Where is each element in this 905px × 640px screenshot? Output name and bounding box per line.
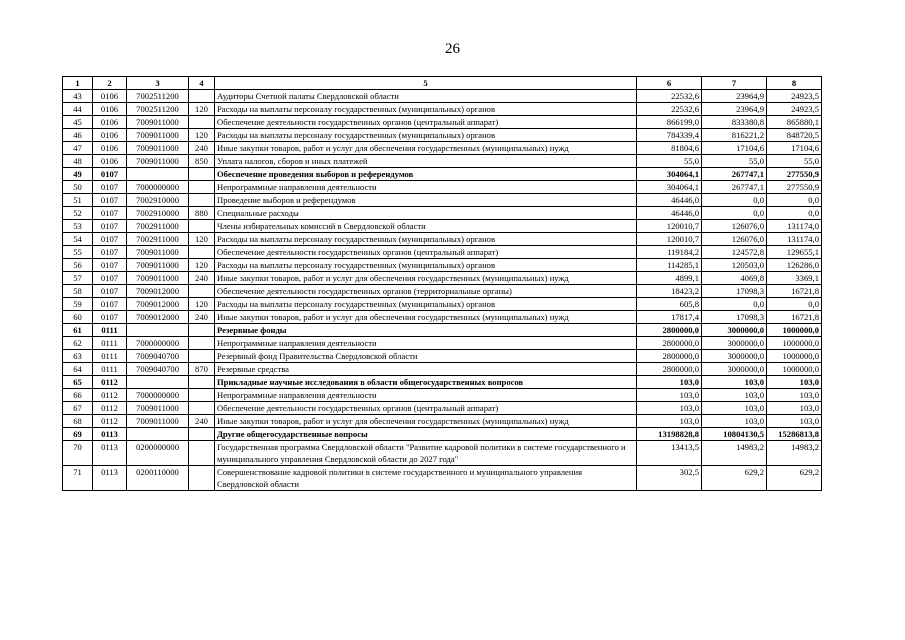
item-name: Проведение выборов и референдумов <box>215 194 637 207</box>
table-row <box>63 428 822 441</box>
section-code: 0107 <box>93 259 127 272</box>
target-code: 7009011000 <box>127 129 189 142</box>
table-row <box>63 466 822 491</box>
row-number: 64 <box>63 363 93 376</box>
row-number: 69 <box>63 428 93 441</box>
target-code <box>127 428 189 441</box>
row-number: 44 <box>63 103 93 116</box>
page-number: 26 <box>445 41 460 57</box>
target-code: 7009011000 <box>127 402 189 415</box>
row-number: 43 <box>63 90 93 103</box>
amount-col8: 848720,5 <box>767 129 822 142</box>
amount-col7: 0,0 <box>702 194 767 207</box>
row-number: 70 <box>63 441 93 466</box>
item-name: Обеспечение деятельности государственных органов (территориальные органы) <box>215 285 637 298</box>
table-row <box>63 441 822 466</box>
item-name: Члены избирательных комиссий в Свердловской области <box>215 220 637 233</box>
table-row <box>63 129 822 142</box>
amount-col7: 103,0 <box>702 402 767 415</box>
amount-col7: 833380,8 <box>702 116 767 129</box>
amount-col8: 1000000,0 <box>767 350 822 363</box>
section-code: 0112 <box>93 389 127 402</box>
amount-col8: 129655,1 <box>767 246 822 259</box>
item-name: Обеспечение деятельности государственных органов (центральный аппарат) <box>215 402 637 415</box>
item-name: Резервные средства <box>215 363 637 376</box>
row-number: 48 <box>63 155 93 168</box>
amount-col6: 114285,1 <box>637 259 702 272</box>
row-number: 47 <box>63 142 93 155</box>
row-number: 59 <box>63 298 93 311</box>
section-code: 0111 <box>93 363 127 376</box>
amount-col8: 865880,1 <box>767 116 822 129</box>
column-header: 4 <box>189 77 215 90</box>
target-code <box>127 168 189 181</box>
column-header: 2 <box>93 77 127 90</box>
target-code: 7002910000 <box>127 207 189 220</box>
item-name: Резервные фонды <box>215 324 637 337</box>
amount-col6: 2800000,0 <box>637 337 702 350</box>
table-row <box>63 103 822 116</box>
expense-type <box>189 116 215 129</box>
table-row <box>63 272 822 285</box>
column-header: 7 <box>702 77 767 90</box>
expense-type: 240 <box>189 272 215 285</box>
table-row <box>63 168 822 181</box>
item-name: Аудиторы Счетной палаты Свердловской области <box>215 90 637 103</box>
expense-type <box>189 389 215 402</box>
item-name: Прикладные научные исследования в области общегосударственных вопросов <box>215 376 637 389</box>
amount-col7: 10804130,5 <box>702 428 767 441</box>
column-header: 5 <box>215 77 637 90</box>
amount-col7: 0,0 <box>702 207 767 220</box>
row-number: 46 <box>63 129 93 142</box>
amount-col6: 2800000,0 <box>637 363 702 376</box>
amount-col6: 18423,2 <box>637 285 702 298</box>
table-body <box>63 90 822 491</box>
target-code: 7009011000 <box>127 142 189 155</box>
amount-col8: 55,0 <box>767 155 822 168</box>
section-code: 0107 <box>93 285 127 298</box>
amount-col7: 0,0 <box>702 298 767 311</box>
item-name: Расходы на выплаты персоналу государственных (муниципальных) органов <box>215 103 637 116</box>
item-name: Непрограммные направления деятельности <box>215 389 637 402</box>
amount-col6: 2800000,0 <box>637 324 702 337</box>
target-code: 7009011000 <box>127 415 189 428</box>
amount-col8: 131174,0 <box>767 233 822 246</box>
amount-col6: 119184,2 <box>637 246 702 259</box>
amount-col6: 17817,4 <box>637 311 702 324</box>
table-row <box>63 350 822 363</box>
table-row <box>63 207 822 220</box>
amount-col6: 81804,6 <box>637 142 702 155</box>
amount-col8: 17104,6 <box>767 142 822 155</box>
row-number: 65 <box>63 376 93 389</box>
expense-type <box>189 376 215 389</box>
expense-type <box>189 246 215 259</box>
row-number: 67 <box>63 402 93 415</box>
amount-col6: 120010,7 <box>637 220 702 233</box>
amount-col7: 3000000,0 <box>702 350 767 363</box>
amount-col7: 126076,0 <box>702 220 767 233</box>
expense-type <box>189 90 215 103</box>
row-number: 71 <box>63 466 93 491</box>
target-code: 7002911000 <box>127 233 189 246</box>
item-name: Непрограммные направления деятельности <box>215 181 637 194</box>
amount-col7: 17098,3 <box>702 311 767 324</box>
amount-col6: 13413,5 <box>637 441 702 466</box>
amount-col8: 16721,8 <box>767 285 822 298</box>
item-name: Иные закупки товаров, работ и услуг для обеспечения государственных (муниципальных) нужд <box>215 415 637 428</box>
item-name: Государственная программа Свердловской области "Развитие кадровой политики в системе государственного и муниципального управления Свердловской области до 2027 года" <box>215 441 637 466</box>
table-row <box>63 376 822 389</box>
table-row <box>63 337 822 350</box>
expense-type: 120 <box>189 129 215 142</box>
item-name: Другие общегосударственные вопросы <box>215 428 637 441</box>
expense-type <box>189 428 215 441</box>
section-code: 0107 <box>93 220 127 233</box>
item-name: Иные закупки товаров, работ и услуг для обеспечения государственных (муниципальных) нужд <box>215 311 637 324</box>
expense-type: 120 <box>189 298 215 311</box>
amount-col6: 55,0 <box>637 155 702 168</box>
table-row <box>63 116 822 129</box>
table-row <box>63 415 822 428</box>
expense-type <box>189 285 215 298</box>
amount-col7: 126076,0 <box>702 233 767 246</box>
amount-col8: 24923,5 <box>767 90 822 103</box>
amount-col8: 14983,2 <box>767 441 822 466</box>
row-number: 49 <box>63 168 93 181</box>
expense-type: 850 <box>189 155 215 168</box>
expense-type <box>189 337 215 350</box>
amount-col6: 120010,7 <box>637 233 702 246</box>
section-code: 0111 <box>93 350 127 363</box>
amount-col6: 304064,1 <box>637 181 702 194</box>
amount-col7: 267747,1 <box>702 181 767 194</box>
amount-col7: 23964,9 <box>702 90 767 103</box>
section-code: 0106 <box>93 90 127 103</box>
amount-col7: 55,0 <box>702 155 767 168</box>
row-number: 60 <box>63 311 93 324</box>
section-code: 0106 <box>93 155 127 168</box>
amount-col6: 302,5 <box>637 466 702 491</box>
amount-col7: 124572,8 <box>702 246 767 259</box>
item-name: Специальные расходы <box>215 207 637 220</box>
row-number: 54 <box>63 233 93 246</box>
item-name: Обеспечение деятельности государственных органов (центральный аппарат) <box>215 116 637 129</box>
amount-col7: 3000000,0 <box>702 324 767 337</box>
target-code: 7009012000 <box>127 298 189 311</box>
row-number: 50 <box>63 181 93 194</box>
amount-col6: 4899,1 <box>637 272 702 285</box>
table-row <box>63 363 822 376</box>
amount-col6: 2800000,0 <box>637 350 702 363</box>
table-row <box>63 311 822 324</box>
amount-col8: 277550,9 <box>767 181 822 194</box>
amount-col8: 126286,0 <box>767 259 822 272</box>
target-code: 7009040700 <box>127 363 189 376</box>
table-row <box>63 298 822 311</box>
table-row <box>63 233 822 246</box>
section-code: 0112 <box>93 415 127 428</box>
section-code: 0107 <box>93 168 127 181</box>
amount-col6: 304064,1 <box>637 168 702 181</box>
amount-col8: 24923,5 <box>767 103 822 116</box>
amount-col6: 13198828,8 <box>637 428 702 441</box>
section-code: 0112 <box>93 402 127 415</box>
row-number: 51 <box>63 194 93 207</box>
target-code: 7002910000 <box>127 194 189 207</box>
amount-col6: 605,8 <box>637 298 702 311</box>
section-code: 0107 <box>93 272 127 285</box>
row-number: 57 <box>63 272 93 285</box>
item-name: Расходы на выплаты персоналу государственных (муниципальных) органов <box>215 233 637 246</box>
amount-col7: 629,2 <box>702 466 767 491</box>
amount-col8: 277550,9 <box>767 168 822 181</box>
section-code: 0107 <box>93 298 127 311</box>
target-code: 0200000000 <box>127 441 189 466</box>
amount-col7: 17104,6 <box>702 142 767 155</box>
expense-type <box>189 350 215 363</box>
target-code: 7009012000 <box>127 311 189 324</box>
table-row <box>63 142 822 155</box>
target-code: 7009040700 <box>127 350 189 363</box>
expense-type: 240 <box>189 311 215 324</box>
amount-col7: 17098,3 <box>702 285 767 298</box>
amount-col7: 816221,2 <box>702 129 767 142</box>
item-name: Расходы на выплаты персоналу государственных (муниципальных) органов <box>215 259 637 272</box>
row-number: 66 <box>63 389 93 402</box>
table-row <box>63 90 822 103</box>
expense-type <box>189 194 215 207</box>
amount-col8: 0,0 <box>767 207 822 220</box>
amount-col8: 15286813,8 <box>767 428 822 441</box>
row-number: 45 <box>63 116 93 129</box>
section-code: 0106 <box>93 142 127 155</box>
amount-col6: 22532,6 <box>637 90 702 103</box>
expense-type <box>189 441 215 466</box>
row-number: 58 <box>63 285 93 298</box>
amount-col7: 103,0 <box>702 389 767 402</box>
table-row <box>63 324 822 337</box>
amount-col6: 103,0 <box>637 376 702 389</box>
amount-col6: 22532,6 <box>637 103 702 116</box>
row-number: 61 <box>63 324 93 337</box>
amount-col8: 0,0 <box>767 298 822 311</box>
target-code <box>127 324 189 337</box>
amount-col8: 3369,1 <box>767 272 822 285</box>
section-code: 0113 <box>93 428 127 441</box>
table-row <box>63 246 822 259</box>
row-number: 53 <box>63 220 93 233</box>
target-code: 7000000000 <box>127 337 189 350</box>
target-code: 0200110000 <box>127 466 189 491</box>
item-name: Обеспечение проведения выборов и референдумов <box>215 168 637 181</box>
target-code: 7009011000 <box>127 246 189 259</box>
amount-col8: 103,0 <box>767 415 822 428</box>
column-header: 8 <box>767 77 822 90</box>
row-number: 62 <box>63 337 93 350</box>
table-row <box>63 181 822 194</box>
expense-type: 240 <box>189 142 215 155</box>
section-code: 0112 <box>93 376 127 389</box>
table-row <box>63 402 822 415</box>
column-header: 1 <box>63 77 93 90</box>
item-name: Совершенствование кадровой политики в системе государственного и муниципального управления Свердловской области <box>215 466 637 491</box>
amount-col8: 1000000,0 <box>767 337 822 350</box>
section-code: 0107 <box>93 207 127 220</box>
expense-type: 870 <box>189 363 215 376</box>
expense-type <box>189 402 215 415</box>
amount-col7: 3000000,0 <box>702 337 767 350</box>
section-code: 0106 <box>93 103 127 116</box>
section-code: 0107 <box>93 181 127 194</box>
section-code: 0111 <box>93 337 127 350</box>
row-number: 55 <box>63 246 93 259</box>
target-code: 7009011000 <box>127 272 189 285</box>
table-row <box>63 259 822 272</box>
section-code: 0107 <box>93 311 127 324</box>
row-number: 52 <box>63 207 93 220</box>
table-header-row <box>63 77 822 90</box>
amount-col8: 103,0 <box>767 376 822 389</box>
expense-type: 120 <box>189 233 215 246</box>
section-code: 0107 <box>93 194 127 207</box>
expense-type <box>189 324 215 337</box>
item-name: Непрограммные направления деятельности <box>215 337 637 350</box>
target-code: 7009011000 <box>127 116 189 129</box>
amount-col8: 1000000,0 <box>767 324 822 337</box>
target-code <box>127 376 189 389</box>
expense-type: 240 <box>189 415 215 428</box>
table-row <box>63 220 822 233</box>
expense-type <box>189 181 215 194</box>
section-code: 0106 <box>93 129 127 142</box>
section-code: 0113 <box>93 441 127 466</box>
item-name: Расходы на выплаты персоналу государственных (муниципальных) органов <box>215 298 637 311</box>
table-row <box>63 194 822 207</box>
column-header: 6 <box>637 77 702 90</box>
amount-col7: 103,0 <box>702 415 767 428</box>
item-name: Резервный фонд Правительства Свердловской области <box>215 350 637 363</box>
amount-col8: 103,0 <box>767 389 822 402</box>
amount-col7: 14983,2 <box>702 441 767 466</box>
item-name: Иные закупки товаров, работ и услуг для обеспечения государственных (муниципальных) нужд <box>215 272 637 285</box>
amount-col6: 866199,0 <box>637 116 702 129</box>
amount-col7: 4069,8 <box>702 272 767 285</box>
item-name: Обеспечение деятельности государственных органов (центральный аппарат) <box>215 246 637 259</box>
amount-col6: 103,0 <box>637 402 702 415</box>
row-number: 63 <box>63 350 93 363</box>
section-code: 0106 <box>93 116 127 129</box>
target-code: 7002511200 <box>127 103 189 116</box>
section-code: 0113 <box>93 466 127 491</box>
row-number: 56 <box>63 259 93 272</box>
target-code: 7000000000 <box>127 389 189 402</box>
amount-col7: 103,0 <box>702 376 767 389</box>
target-code: 7002911000 <box>127 220 189 233</box>
amount-col8: 103,0 <box>767 402 822 415</box>
expense-type <box>189 220 215 233</box>
expense-type: 120 <box>189 259 215 272</box>
expense-type: 120 <box>189 103 215 116</box>
column-header: 3 <box>127 77 189 90</box>
section-code: 0107 <box>93 233 127 246</box>
amount-col6: 46446,0 <box>637 207 702 220</box>
target-code: 7000000000 <box>127 181 189 194</box>
table-row <box>63 155 822 168</box>
amount-col8: 0,0 <box>767 194 822 207</box>
amount-col7: 3000000,0 <box>702 363 767 376</box>
amount-col8: 16721,8 <box>767 311 822 324</box>
target-code: 7002511200 <box>127 90 189 103</box>
amount-col6: 46446,0 <box>637 194 702 207</box>
amount-col8: 629,2 <box>767 466 822 491</box>
amount-col7: 120503,0 <box>702 259 767 272</box>
expense-type: 880 <box>189 207 215 220</box>
amount-col8: 1000000,0 <box>767 363 822 376</box>
table-row <box>63 389 822 402</box>
item-name: Уплата налогов, сборов и иных платежей <box>215 155 637 168</box>
target-code: 7009012000 <box>127 285 189 298</box>
amount-col7: 23964,9 <box>702 103 767 116</box>
section-code: 0111 <box>93 324 127 337</box>
row-number: 68 <box>63 415 93 428</box>
item-name: Расходы на выплаты персоналу государственных (муниципальных) органов <box>215 129 637 142</box>
table-row <box>63 285 822 298</box>
item-name: Иные закупки товаров, работ и услуг для обеспечения государственных (муниципальных) нужд <box>215 142 637 155</box>
expense-type <box>189 168 215 181</box>
amount-col8: 131174,0 <box>767 220 822 233</box>
amount-col7: 267747,1 <box>702 168 767 181</box>
target-code: 7009011000 <box>127 155 189 168</box>
target-code: 7009011000 <box>127 259 189 272</box>
amount-col6: 784339,4 <box>637 129 702 142</box>
budget-table <box>62 76 822 491</box>
amount-col6: 103,0 <box>637 415 702 428</box>
amount-col6: 103,0 <box>637 389 702 402</box>
section-code: 0107 <box>93 246 127 259</box>
expense-type <box>189 466 215 491</box>
